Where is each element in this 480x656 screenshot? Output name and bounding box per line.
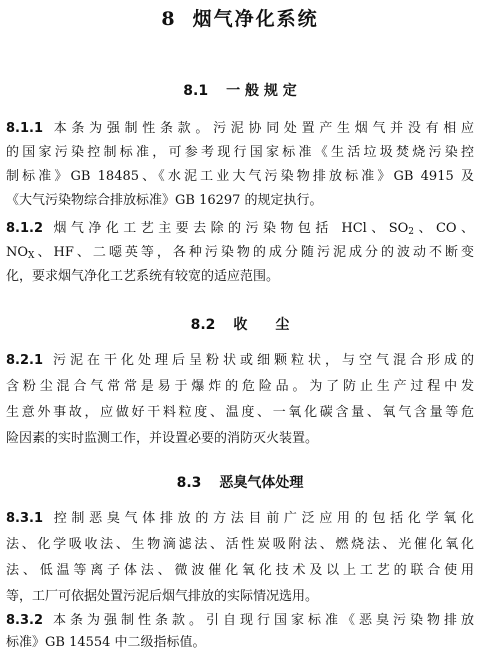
- clause-8-1-1-line-3: 制标准》GB 18485、《水泥工业大气污染物排放标准》GB 4915 及: [6, 169, 474, 184]
- clause-8-3-1-line-1: [6, 508, 474, 530]
- clause-8-3-1-line-3: 法、低温等离子体法、微波催化氧化技术及以上工艺的联合使用: [6, 563, 474, 578]
- clause-text: 污泥在干化处理后呈粉状或细颗粒状，与空气混合形成的: [49, 353, 474, 368]
- clause-8-3-1-line-2: 法、化学吸收法、生物滴滤法、活性炭吸附法、燃烧法、光催化氧化: [6, 537, 474, 552]
- section-number: 8.2: [190, 317, 216, 333]
- clause-8-3-2-line-1: [6, 610, 474, 632]
- clause-8-3-1-line-4: 等，工厂可依据处置污泥后烟气排放的实际情况选用。: [6, 589, 319, 604]
- clause-8-2-1-line-3: 生意外事故，应做好干料粒度、温度、一氧化碳含量、氧气含量等危: [6, 405, 474, 420]
- clause-text: 本条为强制性条款。污泥协同处置产生烟气并没有相应: [49, 121, 474, 136]
- section-title: 一 般 规 定: [226, 83, 297, 99]
- section-title: 收 尘: [233, 317, 290, 333]
- chapter-number: 8: [161, 8, 177, 30]
- clause-8-1-1-line-1: [6, 118, 474, 140]
- clause-text: NO: [6, 245, 29, 260]
- clause-number: 8.1.1: [6, 121, 44, 136]
- clause-text: 、HF、二噁英等，各种污染物的成分随污泥成分的波动不断变: [34, 245, 474, 260]
- section-heading-8-1: [0, 80, 480, 100]
- clause-8-1-2-line-2: [6, 242, 474, 264]
- clause-8-2-1-line-1: [6, 350, 474, 372]
- section-number: 8.3: [176, 475, 202, 491]
- clause-8-3-2-line-2: 标准》GB 14554 中二级指标值。: [6, 635, 206, 650]
- subscript: X: [28, 251, 35, 261]
- chapter-title-text: 烟气净化系统: [192, 8, 319, 30]
- clause-text: 控制恶臭气体排放的方法目前广泛应用的包括化学氧化: [49, 511, 474, 526]
- section-heading-8-2: [0, 314, 480, 334]
- clause-8-2-1-line-4: 险因素的实时监测工作，并设置必要的消防灭火装置。: [6, 431, 319, 446]
- clause-number: 8.2.1: [6, 353, 44, 368]
- clause-number: 8.1.2: [6, 221, 44, 236]
- clause-8-1-1-line-4: 《大气污染物综合排放标准》GB 16297 的规定执行。: [6, 193, 323, 208]
- clause-text: 、CO、: [414, 221, 475, 236]
- clause-text: 烟气净化工艺主要去除的污染物包括 HCl、SO: [49, 221, 409, 236]
- clause-number: 8.3.1: [6, 511, 44, 526]
- clause-8-1-1-line-2: 的国家污染控制标准，可参考现行国家标准《生活垃圾焚烧污染控: [6, 145, 474, 160]
- clause-number: 8.3.2: [6, 613, 44, 628]
- chapter-title: [0, 4, 480, 31]
- clause-text: 本条为强制性条款。引自现行国家标准《恶臭污染物排放: [49, 613, 474, 628]
- section-number: 8.1: [183, 83, 209, 99]
- clause-8-1-2-line-3: 化，要求烟气净化工艺系统有较宽的适应范围。: [6, 269, 280, 284]
- subscript: 2: [408, 227, 415, 237]
- clause-8-1-2-line-1: [6, 218, 474, 240]
- section-heading-8-3: [0, 472, 480, 492]
- clause-8-2-1-line-2: 含粉尘混合气常常是易于爆炸的危险品。为了防止生产过程中发: [6, 379, 474, 394]
- section-title: 恶臭气体处理: [219, 475, 304, 491]
